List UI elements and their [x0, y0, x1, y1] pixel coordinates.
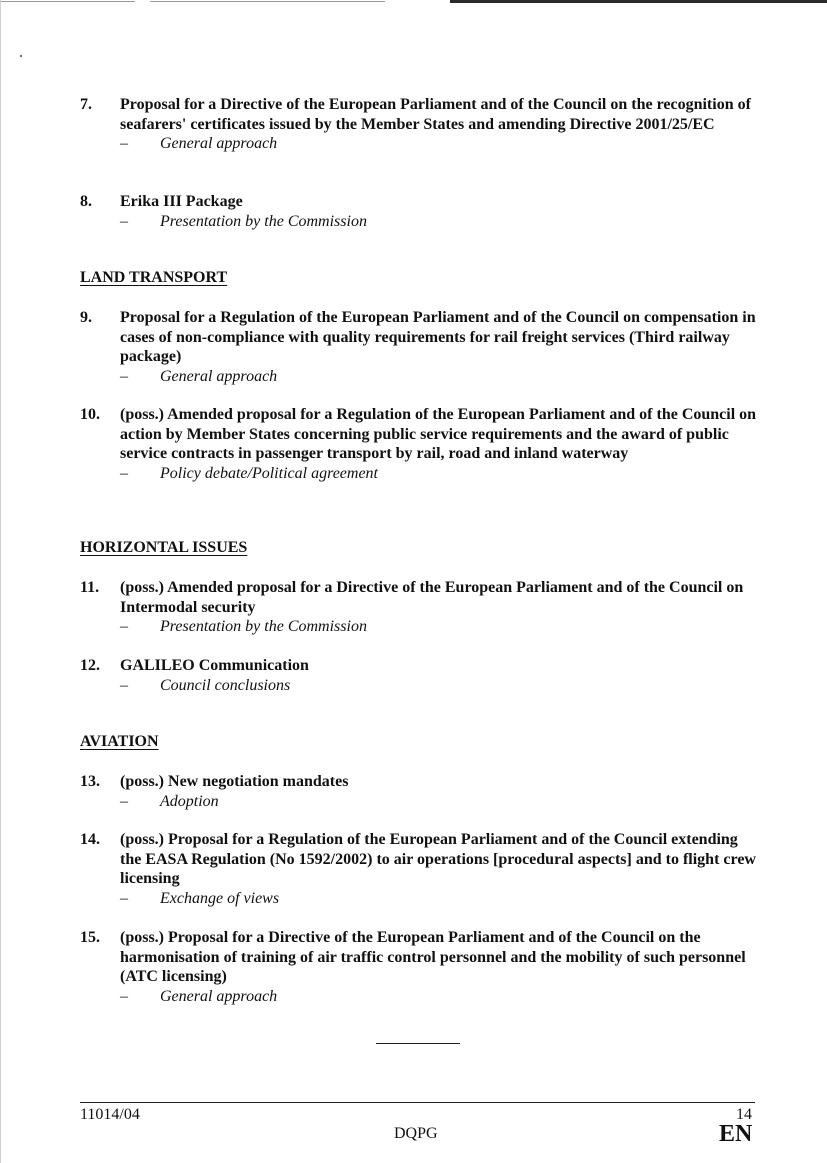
agenda-item-8	[80, 192, 760, 231]
item-subtitle	[120, 134, 760, 154]
item-number: 13.	[80, 773, 100, 790]
item-title: Proposal for a Directive of the European Parliament and of the Council on the recognition of seafarers' certificates issued by the Member States and amending Directive 2001/25/EC	[120, 96, 751, 133]
footer-document-reference: 11014/04	[80, 1106, 140, 1123]
item-subtitle-text: General approach	[160, 135, 278, 152]
item-title: Proposal for a Regulation of the European Parliament and of the Council on compensation in cases of non-compliance with quality requirements for rail freight services (Third railway package)	[120, 309, 756, 365]
agenda-item-13	[80, 772, 760, 811]
item-subtitle-text: Council conclusions	[160, 676, 291, 694]
item-title: (poss.) Proposal for a Regulation of the European Parliament and of the Council extending the EASA Regulation (No 1592/2002) to air operations [procedural aspects] and to flight crew licensing	[120, 831, 756, 887]
item-title: (poss.) Proposal for a Directive of the European Parliament and of the Council on the harmonisation of training of air traffic control personnel and the mobility of such personnel (ATC licensing)	[120, 929, 746, 985]
scan-speck	[20, 55, 22, 57]
item-title: Erika III Package	[120, 193, 243, 210]
item-subtitle	[120, 367, 760, 387]
section-heading-aviation: AVIATION	[80, 733, 159, 750]
dash-marker: –	[120, 676, 128, 694]
item-subtitle-text: Presentation by the Commission	[160, 212, 367, 230]
footer-language-code: EN	[719, 1121, 753, 1147]
item-number: 11.	[80, 579, 100, 596]
item-subtitle	[120, 676, 760, 696]
item-subtitle-text: General approach	[160, 367, 278, 385]
item-title: (poss.) Amended proposal for a Directive of the European Parliament and of the Council on Intermodal security	[120, 579, 744, 616]
item-title: GALILEO Communication	[120, 657, 309, 674]
item-number: 15.	[80, 929, 100, 946]
item-title: (poss.) New negotiation mandates	[120, 773, 349, 790]
item-subtitle	[120, 212, 760, 232]
item-title: (poss.) Amended proposal for a Regulation of the European Parliament and of the Council on action by Member States concerning public service requirements and the award of public service contracts in passenger transport by rail, road and inland waterway	[120, 406, 757, 462]
footer-rule	[80, 1102, 755, 1103]
item-subtitle	[120, 987, 760, 1007]
item-number: 14.	[80, 831, 100, 848]
dash-marker: –	[120, 464, 128, 482]
item-number: 8.	[80, 193, 92, 210]
agenda-item-10	[80, 405, 760, 483]
agenda-item-7	[80, 95, 760, 154]
item-number: 10.	[80, 406, 100, 423]
dash-marker: –	[120, 367, 128, 385]
agenda-item-15	[80, 928, 760, 1006]
dash-marker: –	[120, 889, 128, 907]
item-subtitle-text: Presentation by the Commission	[160, 618, 367, 635]
agenda-item-12	[80, 656, 760, 695]
end-separator-line	[376, 1043, 460, 1044]
item-subtitle	[120, 617, 760, 637]
footer-page-number: 14	[736, 1106, 752, 1123]
dash-marker: –	[120, 135, 128, 152]
item-number: 12.	[80, 657, 100, 674]
dash-marker: –	[120, 212, 128, 230]
item-subtitle-text: Adoption	[160, 792, 219, 810]
scan-artifact-top	[0, 0, 827, 6]
item-subtitle	[120, 464, 760, 484]
agenda-item-14	[80, 830, 760, 908]
item-subtitle	[120, 792, 760, 812]
section-heading-horizontal-issues: HORIZONTAL ISSUES	[80, 539, 248, 556]
dash-marker: –	[120, 792, 128, 810]
dash-marker: –	[120, 987, 128, 1005]
scan-artifact-left-edge	[0, 0, 1, 1163]
item-subtitle-text: Exchange of views	[160, 889, 280, 907]
dash-marker: –	[120, 618, 128, 635]
footer-unit-code: DQPG	[394, 1125, 438, 1142]
item-number: 9.	[80, 309, 92, 326]
item-number: 7.	[80, 96, 92, 113]
section-heading-land-transport: LAND TRANSPORT	[80, 269, 228, 286]
item-subtitle	[120, 889, 760, 909]
item-subtitle-text: General approach	[160, 987, 278, 1005]
item-subtitle-text: Policy debate/Political agreement	[160, 464, 378, 482]
agenda-item-9	[80, 308, 760, 386]
agenda-item-11	[80, 578, 760, 637]
